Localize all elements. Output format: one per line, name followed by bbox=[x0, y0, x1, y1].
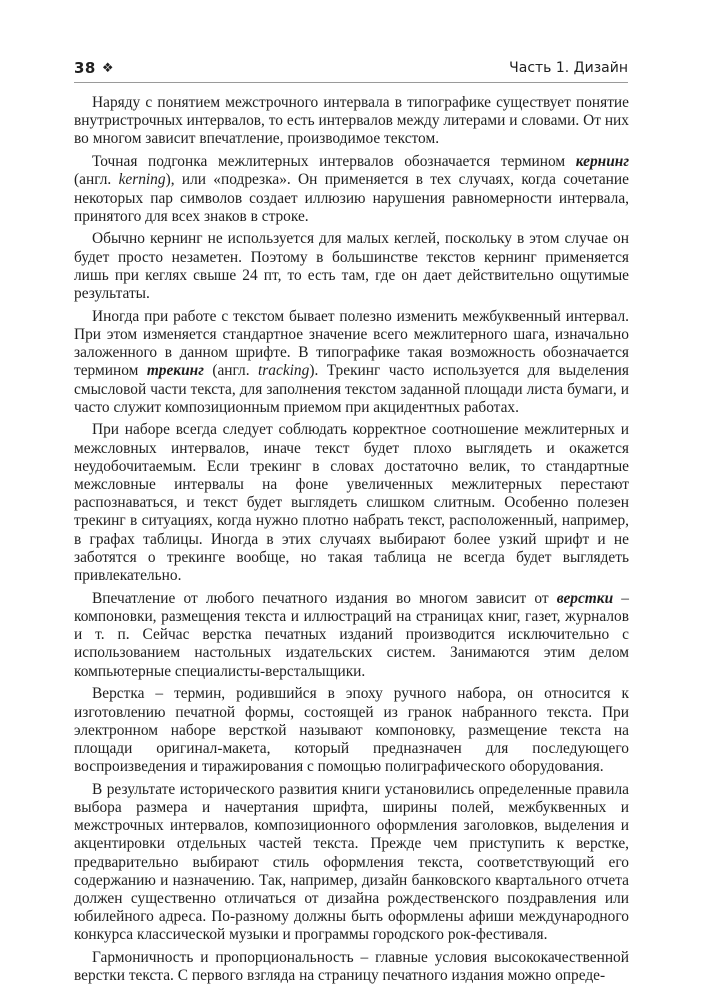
paragraph-text: ), или «подрезка». Он применяется в тех случаях, когда сочетание некоторых пар символов создает иллюзию нарушения равномерности интервала, принятого для всех знаков в строке. bbox=[74, 171, 629, 225]
term-tracking: трекинг bbox=[146, 362, 204, 380]
page-number-text: 38 bbox=[74, 59, 96, 77]
page-header bbox=[74, 58, 628, 80]
header-rule bbox=[74, 82, 628, 83]
paragraph: Обычно кернинг не используется для малых кеглей, поскольку в этом случае он будет просто незаметен. Поэтому в большинстве текстов кернинг применяется лишь при кеглях свыше 24 пт, то есть там, где он дает действительно ощутимые результаты. bbox=[74, 230, 629, 303]
paragraph: Наряду с понятием межстрочного интервала в типографике существует понятие внутристрочных интервалов, то есть интервалов между литерами и словами. От них во многом зависит впечатление, производимое текстом. bbox=[74, 94, 629, 148]
paragraph-text: (англ. bbox=[203, 362, 259, 380]
paragraph-text: Иногда при работе с текстом бывает полезно изменить межбуквенный интервал. При этом изменяется стандартное значение всего межлитерного шага, изначально заложенного в данном шрифте. В типографике такая возможность обозначается термином bbox=[74, 307, 629, 380]
term-layout: верстки bbox=[556, 589, 614, 607]
paragraph bbox=[74, 153, 629, 226]
foreign-term: kerning bbox=[118, 171, 166, 189]
paragraph: В результате исторического развития книги установились определенные правила выбора размера и начертания шрифта, ширины полей, межбуквенных и межстрочных интервалов, композиционного оформления заголовков, выделения и акцентировки отдельных частей текста. Прежде чем приступить к верстке, предварительно выбирают стиль оформления текста, соответствующий его содержанию и назначению. Так, например, дизайн банковского квартального отчета должен существенно отличаться от дизайна рождественского поздравления или юбилейного адреса. По-разному должны быть оформлены афиши международного конкурса классической музыки и программы городского рок-фестиваля. bbox=[74, 780, 629, 944]
diamond-ornament-icon: ❖ bbox=[101, 61, 115, 76]
page-number bbox=[74, 58, 114, 79]
running-head: Часть 1. Дизайн bbox=[509, 60, 628, 76]
paragraph-text: ). Трекинг часто используется для выделения смысловой части текста, для заполнения текстом заданной площади листа бумаги, и часто служит композиционным приемом при акцидентных работах. bbox=[74, 362, 629, 416]
paragraph-text: Впечатление от любого печатного издания во многом зависит от bbox=[92, 589, 557, 607]
paragraph: Гармоничность и пропорциональность – главные условия высококачественной верстки текста. С первого взгляда на страницу печатного издания можно опреде- bbox=[74, 949, 629, 985]
paragraph bbox=[74, 590, 629, 681]
paragraph: Верстка – термин, родившийся в эпоху ручного набора, он относится к изготовлению печатной формы, состоящей из гранок набранного текста. При электронном наборе версткой называют компоновку, размещение текста на площади оригинал-макета, который предназначен для последующего воспроизведения и тиражирования с помощью полиграфического оборудования. bbox=[74, 685, 629, 776]
paragraph-text: (англ. bbox=[74, 171, 119, 189]
paragraph-text: – компоновки, размещения текста и иллюстраций на страницах книг, газет, журналов и т. п. Сейчас верстка печатных изданий производится исключительно с использованием настольных издательских систем. Занимаются этим делом компьютерные специалисты-версталыщики. bbox=[74, 589, 630, 680]
foreign-term: tracking bbox=[258, 362, 310, 380]
paragraph bbox=[74, 308, 629, 417]
paragraph: При наборе всегда следует соблюдать корректное соотношение межлитерных и межсловных интервалов, иначе текст будет плохо выглядеть и окажется неудобочитаемым. Если трекинг в словах достаточно велик, то стандартные межсловные интервалы на фоне увеличенных межлитерных перестают распознаваться, и текст будет выглядеть слишком слитным. Особенно полезен трекинг в ситуациях, когда нужно плотно набрать текст, расположенный, например, в графах таблицы. Иногда в этих случаях выбирают более узкий шрифт и не заботятся о трекинге вообще, но такая таблица не всегда будет выглядеть привлекательно. bbox=[74, 421, 629, 585]
body-text bbox=[74, 94, 629, 990]
term-kerning: кернинг bbox=[575, 153, 629, 171]
paragraph-text: Точная подгонка межлитерных интервалов обозначается термином bbox=[92, 153, 576, 171]
